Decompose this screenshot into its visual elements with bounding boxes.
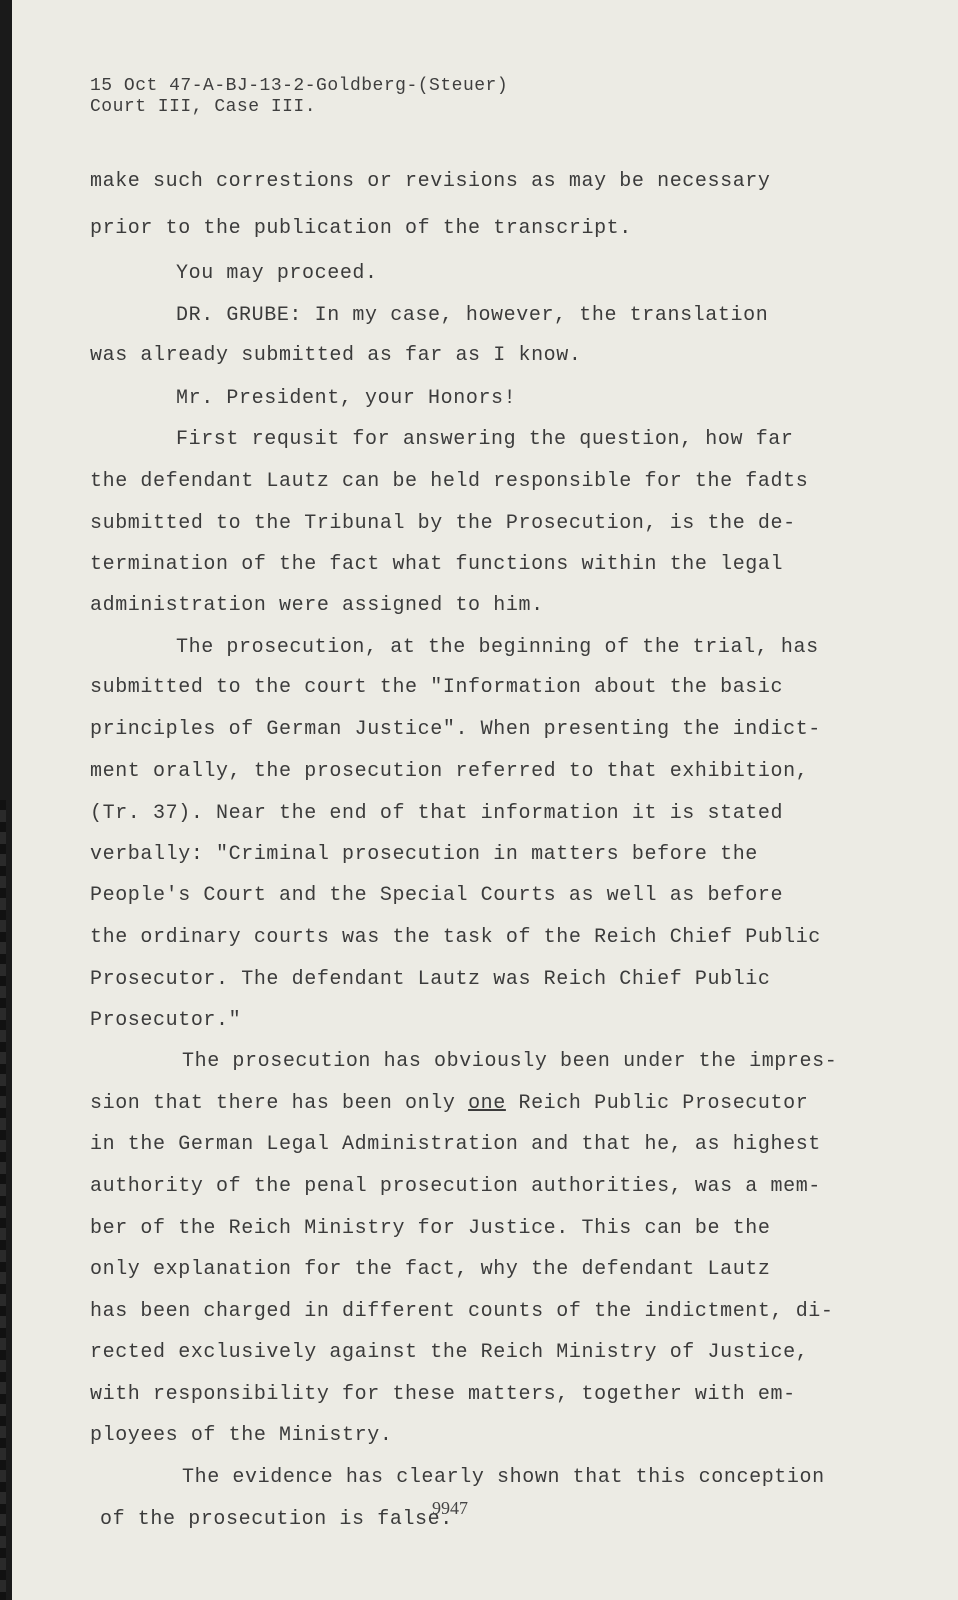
body-line: termination of the fact what functions within the legal [90, 553, 784, 576]
binding-edge [0, 800, 6, 1600]
body-line: submitted to the court the "Information about the basic [90, 676, 784, 699]
body-line: ment orally, the prosecution referred to that exhibition, [90, 760, 809, 783]
body-line: The prosecution, at the beginning of the trial, has [176, 636, 819, 659]
page-number: 9947 [432, 1498, 468, 1518]
body-line: verbally: "Criminal prosecution in matters before the [90, 843, 758, 866]
body-line: the ordinary courts was the task of the Reich Chief Public [90, 926, 821, 949]
header-line-1: 15 Oct 47-A-BJ-13-2-Goldberg-(Steuer) [90, 76, 509, 96]
body-line: Mr. President, your Honors! [176, 387, 517, 410]
body-line: principles of German Justice". When presenting the indict- [90, 718, 821, 741]
body-line: rected exclusively against the Reich Ministry of Justice, [90, 1341, 809, 1364]
text-after: Reich Public Prosecutor [505, 1092, 809, 1115]
body-line: Prosecutor." [90, 1009, 242, 1032]
body-line: submitted to the Tribunal by the Prosecution, is the de- [90, 512, 796, 535]
body-line: (Tr. 37). Near the end of that information it is stated [90, 802, 784, 825]
body-line: make such correstions or revisions as may be necessary [90, 170, 771, 193]
body-line: the defendant Lautz can be held responsible for the fadts [90, 470, 809, 493]
body-line: has been charged in different counts of the indictment, di- [90, 1300, 834, 1323]
body-line: DR. GRUBE: In my case, however, the translation [176, 304, 769, 327]
document-page [12, 0, 958, 1600]
body-line: prior to the publication of the transcript. [90, 217, 632, 240]
text-before: sion that there has been only [90, 1092, 469, 1115]
body-line: only explanation for the fact, why the defendant Lautz [90, 1258, 771, 1281]
body-line: authority of the penal prosecution authorities, was a mem- [90, 1175, 821, 1198]
body-line: in the German Legal Administration and that he, as highest [90, 1133, 821, 1156]
body-line-underlined [90, 1092, 808, 1115]
body-line: was already submitted as far as I know. [90, 344, 582, 367]
underlined-word: one [468, 1092, 506, 1115]
body-line: of the prosecution is false. [100, 1508, 453, 1531]
header [90, 76, 508, 118]
body-line: Prosecutor. The defendant Lautz was Reich Chief Public [90, 968, 771, 991]
header-line-2: Court III, Case III. [90, 97, 317, 117]
body-line: with responsibility for these matters, together with em- [90, 1383, 796, 1406]
body-line: The prosecution has obviously been under the impres- [182, 1050, 838, 1073]
body-line: The evidence has clearly shown that this conception [182, 1466, 825, 1489]
body-line: You may proceed. [176, 262, 378, 285]
body-line: People's Court and the Special Courts as well as before [90, 884, 784, 907]
body-line: ber of the Reich Ministry for Justice. This can be the [90, 1217, 771, 1240]
body-line: First requsit for answering the question, how far [176, 428, 794, 451]
body-line: ployees of the Ministry. [90, 1424, 393, 1447]
body-line: administration were assigned to him. [90, 594, 544, 617]
